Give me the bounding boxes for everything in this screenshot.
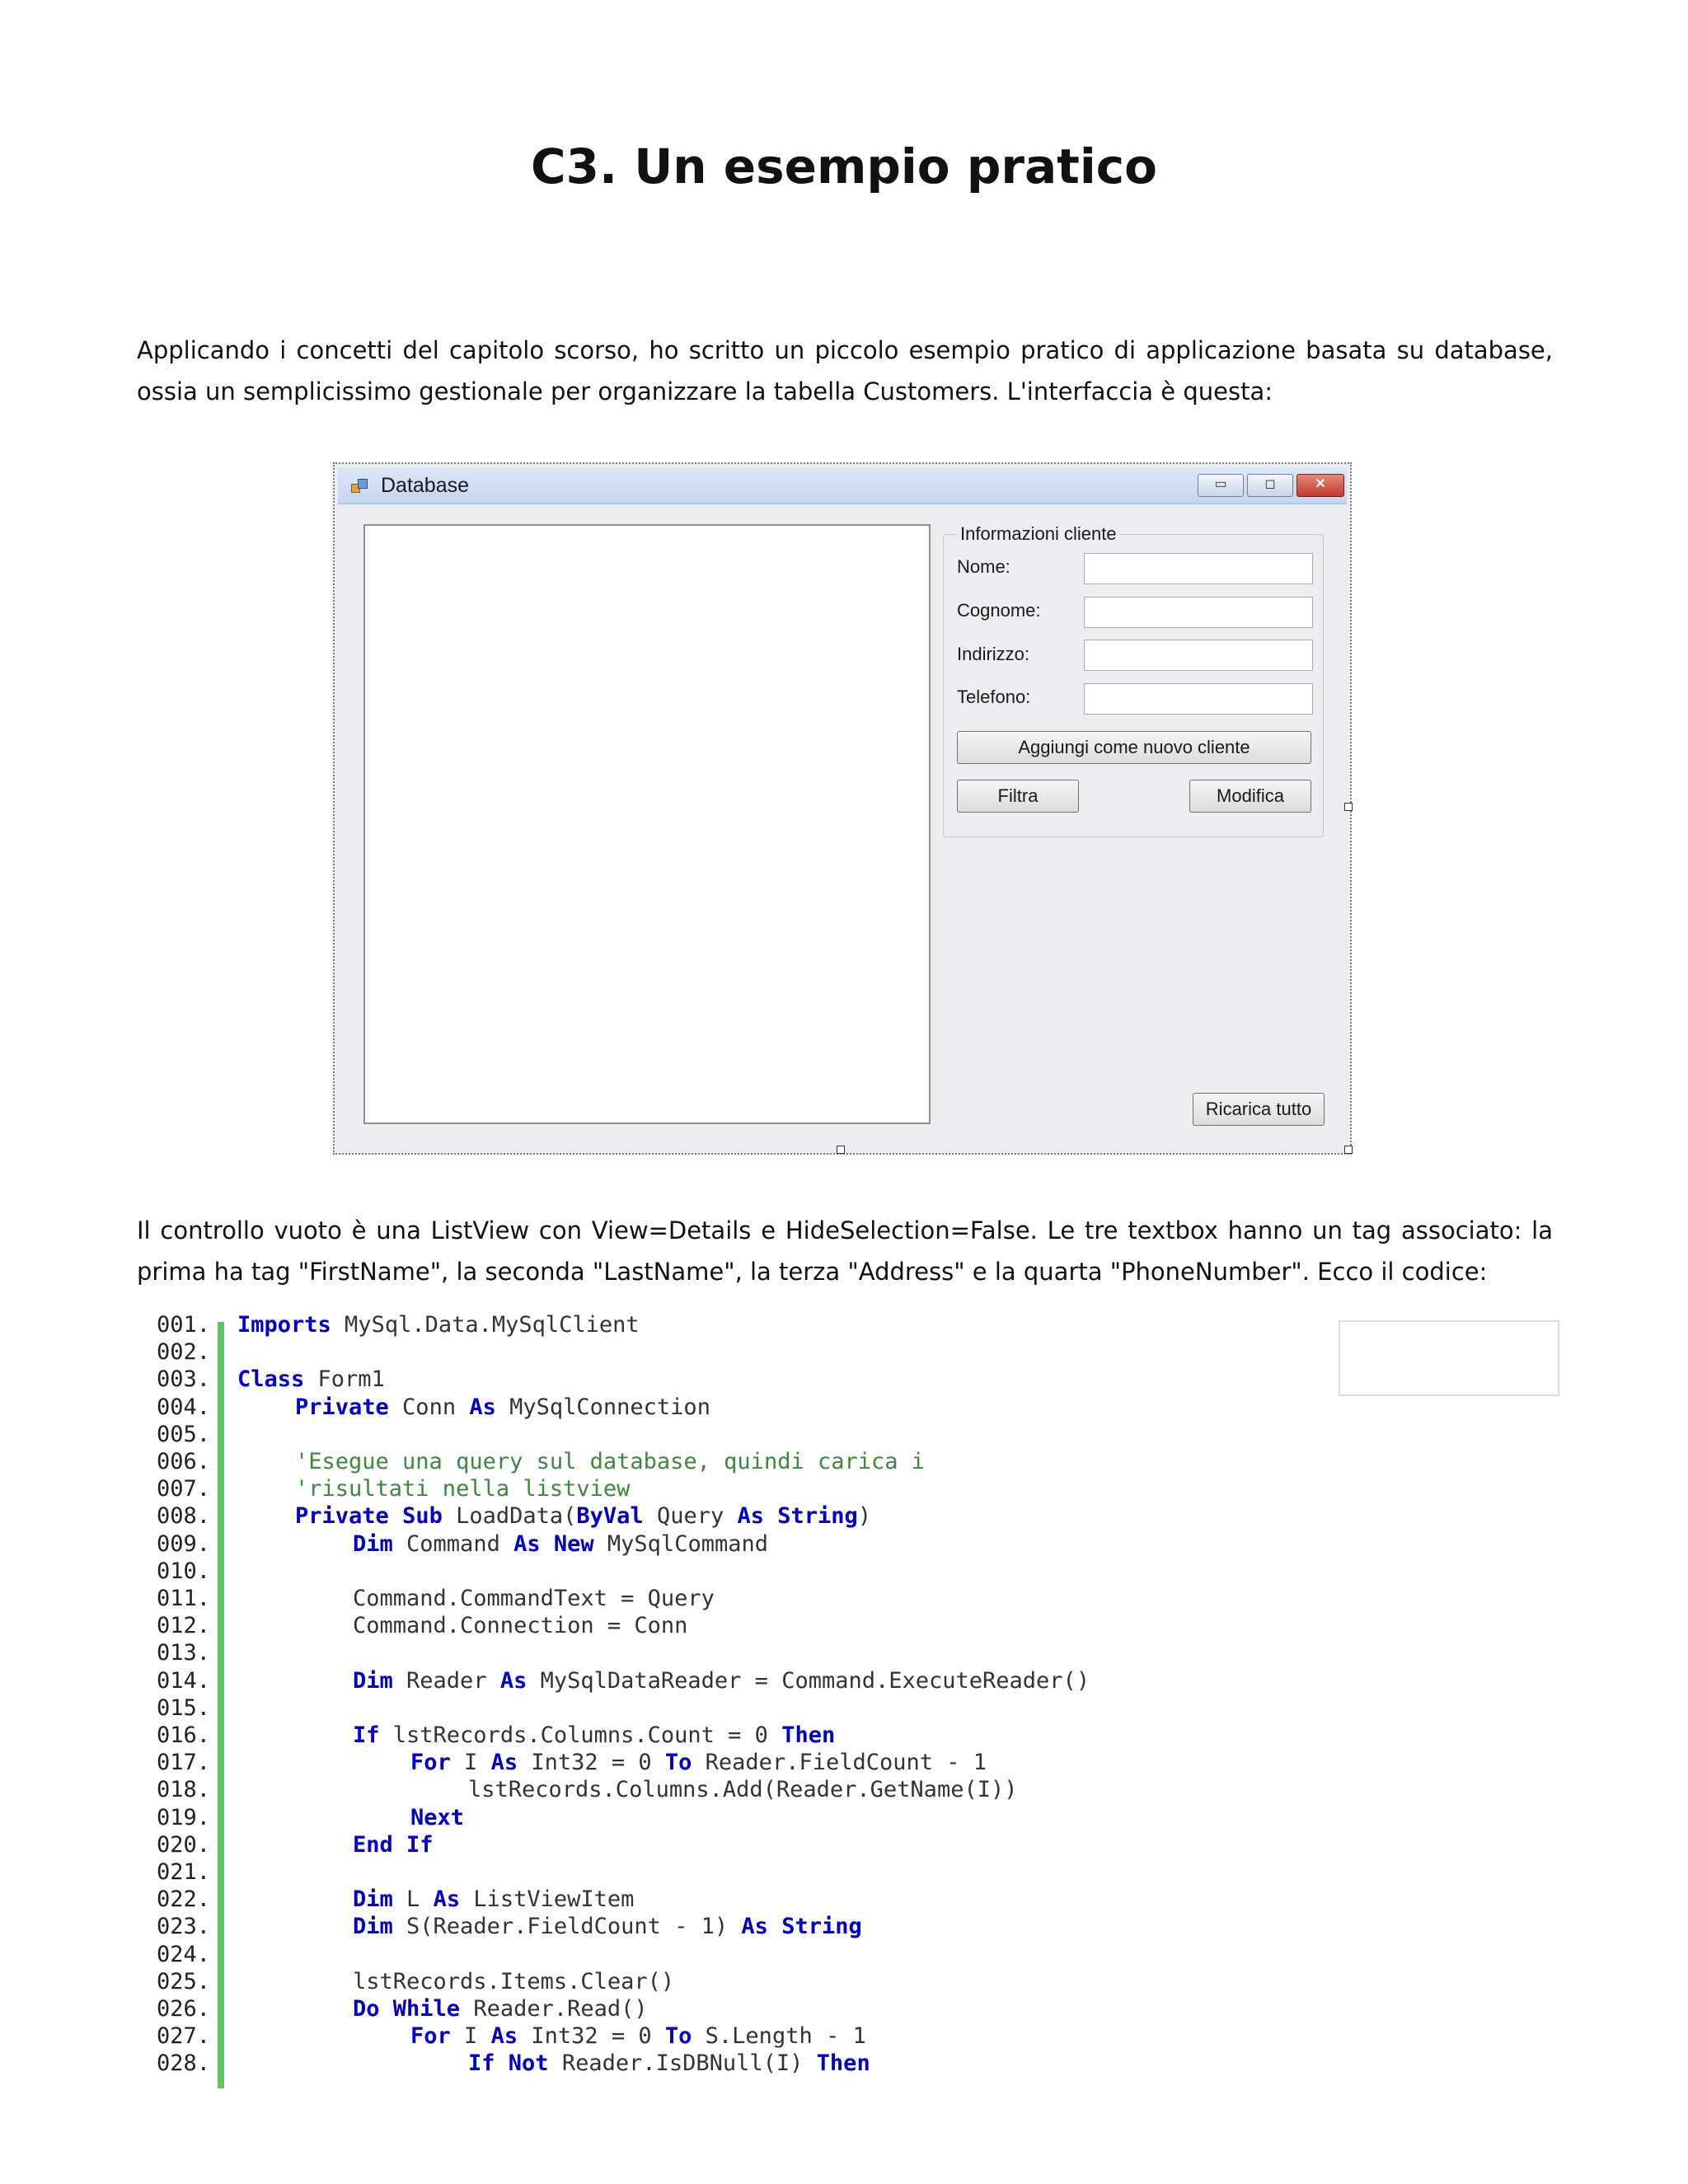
line-number: 011. xyxy=(157,1586,211,1611)
code-keyword: As xyxy=(741,1914,768,1940)
group-title: Informazioni cliente xyxy=(957,523,1120,545)
resize-handle-corner[interactable] xyxy=(1344,1146,1353,1154)
code-keyword: Do xyxy=(353,1996,380,2022)
code-keyword: As xyxy=(737,1503,764,1530)
code-keyword: Imports xyxy=(237,1312,331,1338)
line-number: 002. xyxy=(157,1339,211,1366)
app-icon xyxy=(351,479,368,494)
code-keyword: Dim xyxy=(353,1914,393,1940)
code-token: Reader.FieldCount - 1 xyxy=(692,1750,987,1776)
code-text xyxy=(353,1832,434,1858)
code-token: MySqlCommand xyxy=(593,1530,768,1557)
description-paragraph: Il controllo vuoto è una ListView con View=Details e HideSelection=False. Le tre textbox hanno un tag associato: la prima ha tag "FirstName", la seconda "LastName", la terza "Address" e la quarta "PhoneNumber". Ecco il codice: xyxy=(137,1216,1553,1286)
filter-button[interactable]: Filtra xyxy=(957,780,1079,813)
code-token xyxy=(764,1503,777,1529)
code-token xyxy=(389,1503,402,1529)
close-icon: ✕ xyxy=(1315,477,1326,491)
code-token: Reader.Read() xyxy=(460,1996,648,2022)
code-text xyxy=(353,1914,862,1939)
code-text xyxy=(295,1476,630,1502)
code-token: Int32 = 0 xyxy=(518,2023,665,2050)
code-text xyxy=(295,1394,710,1420)
minimize-button[interactable] xyxy=(1198,474,1244,497)
resize-handle-right[interactable] xyxy=(1344,803,1353,811)
line-number: 022. xyxy=(157,1886,211,1913)
add-customer-button[interactable]: Aggiungi come nuovo cliente xyxy=(957,731,1311,764)
code-keyword: As xyxy=(469,1394,496,1420)
phone-input[interactable] xyxy=(1084,683,1313,715)
code-token xyxy=(768,1914,781,1939)
code-text xyxy=(353,1586,715,1611)
code-keyword: Then xyxy=(781,1722,836,1748)
code-keyword: Next xyxy=(410,1804,465,1830)
code-token: LoadData( xyxy=(442,1503,577,1530)
code-text xyxy=(410,1805,464,1830)
code-text xyxy=(295,1503,871,1529)
first-name-label: Nome: xyxy=(957,556,1010,577)
code-text xyxy=(353,1668,1090,1694)
line-number: 004. xyxy=(157,1394,211,1420)
line-number: 014. xyxy=(157,1667,211,1694)
code-token: I xyxy=(450,1750,491,1776)
code-text xyxy=(353,1722,835,1748)
code-token: Command.Connection = Conn xyxy=(353,1613,688,1639)
line-number: 028. xyxy=(157,2050,211,2077)
line-number: 024. xyxy=(157,1941,211,1967)
code-keyword: Not xyxy=(508,2050,549,2077)
code-keyword: Dim xyxy=(353,1667,393,1694)
code-text xyxy=(353,1613,687,1638)
code-keyword: Sub xyxy=(402,1503,443,1530)
line-number: 005. xyxy=(157,1421,211,1447)
code-keyword: Dim xyxy=(353,1530,393,1557)
code-token: Command.CommandText = Query xyxy=(353,1586,715,1611)
edit-button[interactable]: Modifica xyxy=(1189,780,1311,813)
code-text xyxy=(468,2050,870,2076)
code-keyword: New xyxy=(553,1530,594,1557)
close-button[interactable] xyxy=(1296,474,1344,497)
line-number: 023. xyxy=(157,1914,211,1940)
code-token: Reader xyxy=(392,1667,500,1694)
address-input[interactable] xyxy=(1084,640,1313,671)
reload-all-button[interactable]: Ricarica tutto xyxy=(1193,1093,1325,1126)
code-text xyxy=(295,1449,925,1474)
code-keyword: Private xyxy=(295,1394,389,1420)
code-text xyxy=(353,1969,674,1994)
code-text xyxy=(237,1366,385,1392)
code-keyword: If xyxy=(353,1722,380,1748)
code-keyword: Dim xyxy=(353,1886,393,1913)
empty-box xyxy=(1339,1320,1559,1396)
line-number: 016. xyxy=(157,1722,211,1748)
line-number: 010. xyxy=(157,1558,211,1584)
code-keyword: As xyxy=(490,1750,518,1776)
code-token: Reader.IsDBNull(I) xyxy=(548,2050,817,2077)
code-keyword: To xyxy=(664,2023,692,2050)
maximize-button[interactable] xyxy=(1247,474,1293,497)
code-text xyxy=(410,2023,866,2049)
code-keyword: For xyxy=(410,2023,451,2050)
line-number: 013. xyxy=(157,1640,211,1666)
code-token: Conn xyxy=(388,1394,470,1420)
line-number: 020. xyxy=(157,1831,211,1858)
code-text xyxy=(468,1777,1017,1802)
intro-paragraph: Applicando i concetti del capitolo scorso, ho scritto un piccolo esempio pratico di applicazione basata su database, ossia un semplicissimo gestionale per organizzare la tabella Customers. L'interfaccia è questa: xyxy=(137,336,1553,405)
code-token: ListViewItem xyxy=(460,1886,635,1913)
line-number: 001. xyxy=(157,1312,211,1338)
code-token: I xyxy=(450,2023,491,2050)
code-token: ) xyxy=(857,1503,872,1530)
code-token: S(Reader.FieldCount - 1) xyxy=(392,1914,742,1940)
line-number: 017. xyxy=(157,1750,211,1776)
line-number: 018. xyxy=(157,1777,211,1803)
code-gutter-bar xyxy=(218,1322,224,2088)
phone-label: Telefono: xyxy=(957,687,1031,707)
code-token: S.Length - 1 xyxy=(692,2023,866,2050)
form-screenshot xyxy=(333,462,1352,1155)
code-keyword: If xyxy=(468,2050,495,2077)
code-text xyxy=(237,1312,640,1338)
line-number: 006. xyxy=(157,1449,211,1474)
code-token: Form1 xyxy=(304,1366,385,1393)
code-keyword: While xyxy=(392,1996,461,2022)
line-number: 025. xyxy=(157,1968,211,1994)
code-token: Query xyxy=(643,1503,738,1530)
maximize-icon: ◻ xyxy=(1264,477,1276,491)
address-label: Indirizzo: xyxy=(957,644,1030,664)
line-number: 012. xyxy=(157,1613,211,1639)
line-number: 009. xyxy=(157,1530,211,1557)
line-number: 027. xyxy=(157,2023,211,2050)
code-text xyxy=(410,1750,987,1775)
code-token: Int32 = 0 xyxy=(518,1750,665,1776)
code-token xyxy=(495,2050,509,2076)
resize-handle-bottom[interactable] xyxy=(837,1146,845,1154)
code-keyword: Then xyxy=(816,2050,870,2077)
code-keyword: For xyxy=(410,1750,451,1776)
line-number: 026. xyxy=(157,1996,211,2022)
code-token: lstRecords.Items.Clear() xyxy=(353,1968,675,1994)
code-token: MySqlConnection xyxy=(495,1394,710,1420)
code-token: MySql.Data.MySqlClient xyxy=(331,1312,640,1338)
code-keyword: As xyxy=(499,1667,528,1694)
code-keyword: String xyxy=(777,1503,858,1530)
minimize-icon: ▭ xyxy=(1214,477,1227,491)
code-comment: 'Esegue una query sul database, quindi carica i xyxy=(295,1449,926,1474)
line-number: 008. xyxy=(157,1503,211,1530)
code-keyword: ByVal xyxy=(576,1503,644,1530)
code-token xyxy=(380,1996,393,2022)
line-number: 003. xyxy=(157,1366,211,1393)
code-token: L xyxy=(392,1886,434,1913)
code-keyword: End If xyxy=(353,1831,434,1858)
code-keyword: As xyxy=(490,2023,518,2050)
code-token xyxy=(541,1531,554,1557)
code-token: lstRecords.Columns.Count = 0 xyxy=(379,1722,782,1748)
line-number: 019. xyxy=(157,1804,211,1830)
last-name-label: Cognome: xyxy=(957,600,1041,621)
code-comment: 'risultati nella listview xyxy=(295,1476,631,1502)
code-text xyxy=(353,1886,634,1912)
code-keyword: To xyxy=(664,1750,692,1776)
window-titlebar xyxy=(338,467,1347,504)
page-title: C3. Un esempio pratico xyxy=(531,138,1157,194)
code-text xyxy=(353,1531,768,1557)
code-token: Command xyxy=(392,1530,514,1557)
code-keyword: As xyxy=(433,1886,461,1913)
code-keyword: Class xyxy=(237,1366,305,1393)
code-keyword: Private xyxy=(295,1503,389,1530)
first-name-input[interactable] xyxy=(1084,553,1313,584)
customer-info-group xyxy=(943,523,1324,837)
line-number: 015. xyxy=(157,1694,211,1721)
line-number: 007. xyxy=(157,1476,211,1502)
code-token: MySqlDataReader = Command.ExecuteReader() xyxy=(527,1667,1090,1694)
window-title: Database xyxy=(381,474,470,497)
last-name-input[interactable] xyxy=(1084,597,1313,628)
records-listview[interactable] xyxy=(363,524,931,1124)
code-keyword: String xyxy=(781,1914,862,1940)
code-keyword: As xyxy=(513,1530,541,1557)
code-text xyxy=(353,1996,648,2022)
line-number: 021. xyxy=(157,1859,211,1885)
code-token: lstRecords.Columns.Add(Reader.GetName(I)) xyxy=(468,1777,1018,1803)
